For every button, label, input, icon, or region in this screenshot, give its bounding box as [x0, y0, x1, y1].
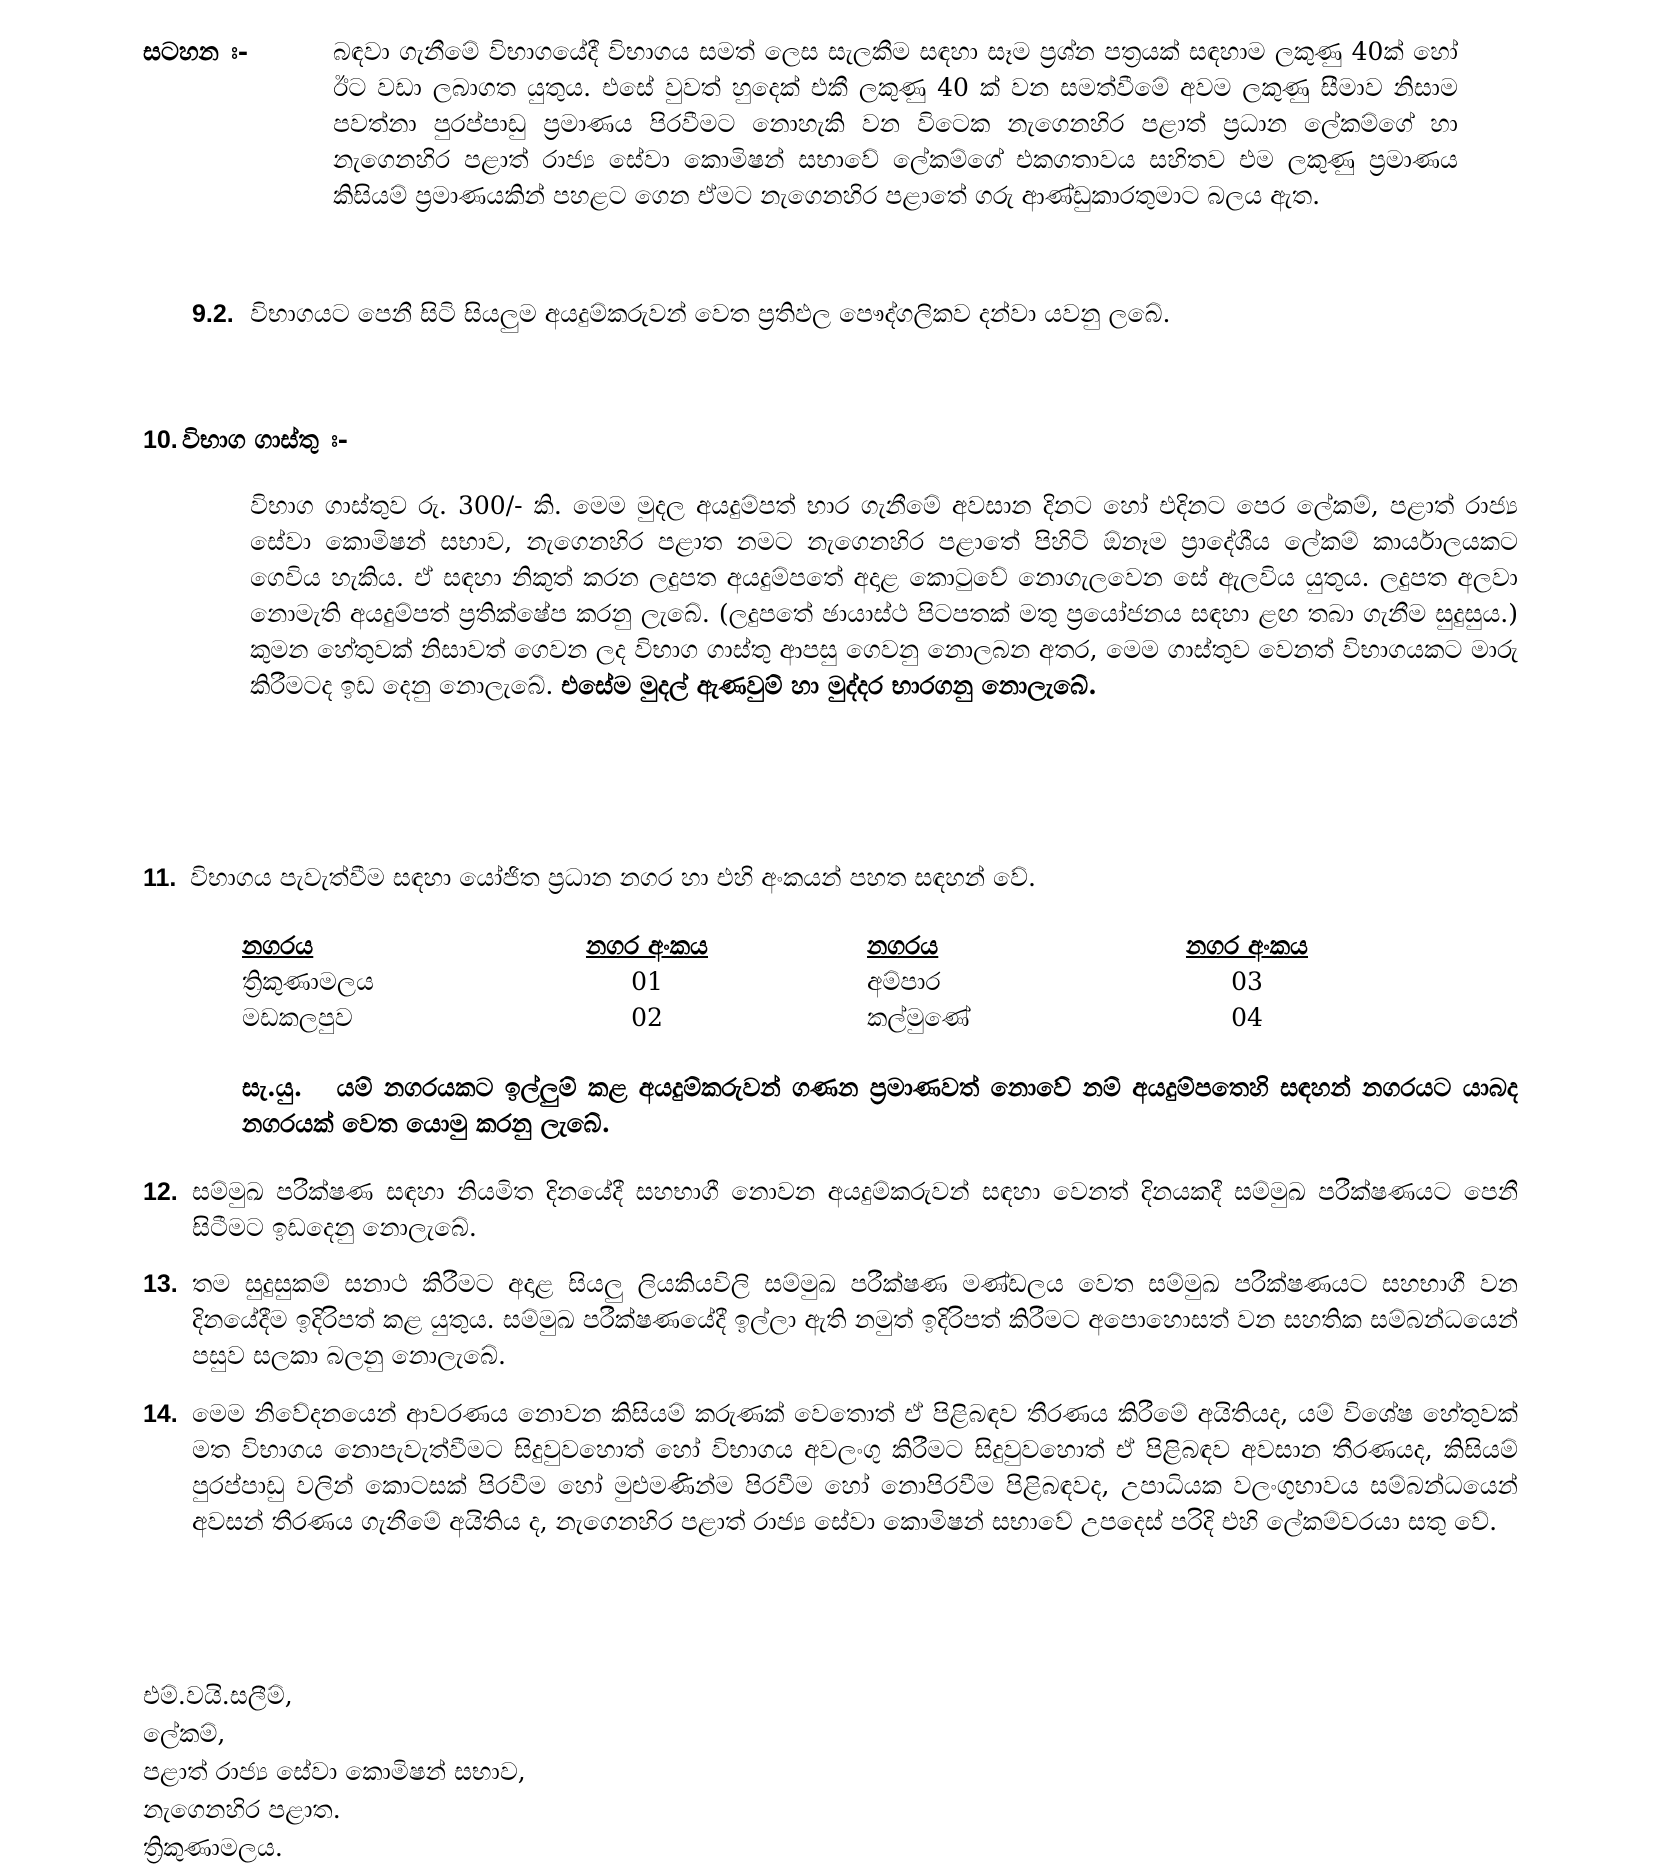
table-cell-city: මඩකලපුව	[242, 1003, 353, 1032]
section-12-text: සම්මුඛ පරීක්ෂණ සඳහා නියමිත දිනයේදී සහභාගී නොවන අයදුම්කරුවන් සඳහා වෙනත් දිනයකදී සම්මුඛ පරීක්ෂණයට පෙනී සිටීමට ඉඩදෙනු නොලැබේ.	[192, 1177, 1518, 1242]
table-cell-city-number: 02	[631, 1003, 663, 1032]
signature-title: ලේකම්,	[143, 1719, 226, 1748]
note-label: සටහන ඃ-	[143, 37, 249, 66]
signature-province: නැගෙනහිර පළාත.	[143, 1795, 341, 1824]
table-header-city: නගරය	[242, 931, 314, 960]
note-text: බඳවා ගැනීමේ විභාගයේදී විභාගය සමත් ලෙස සැලකීම සඳහා සෑම ප්‍රශ්න පත්‍රයක් සඳහාම ලකුණු 40ක් හෝ ඊට වඩා ලබාගත යුතුය. එසේ වුවත් හුදෙක් එකී ලකුණු 40 ක් වන සමත්වීමේ අවම ලකුණු සීමාව නිසාම පවත්නා පුරප්පාඩු ප්‍රමාණය පිරවීමට නොහැකි වන විටෙක නැගෙනහිර පළාත් ප්‍රධාන ලේකම්ගේ හා නැගෙනහිර පළාත් රාජ්‍ය සේවා කොමිෂන් සභාවේ ලේකම්ගේ එකගතාවය සහිතව එම ලකුණු ප්‍රමාණය කිසියම් ප්‍රමාණයකින් පහළට ගෙන ඒමට නැගෙනහිර පළාතේ ගරු ආණ්ඩුකාරතුමාට බලය ඇත.	[333, 37, 1458, 210]
signature-block	[143, 1678, 526, 1868]
section-9-2-text: විභාගයට පෙනී සිටි සියලුම අයදුම්කරුවන් වෙත ප්‍රතිඵල පෞද්ගලිකව දන්වා යවනු ලබේ.	[250, 299, 1171, 328]
section-10-number: 10.	[143, 426, 178, 454]
table-cell-city: ත්‍රිකුණාමලය	[242, 967, 374, 996]
signature-city: ත්‍රිකුණාමලය.	[143, 1833, 283, 1862]
section-13-text: තම සුදුසුකම් සනාථ කිරීමට අදාළ සියලු ලියකියවිලි සම්මුඛ පරීක්ෂණ මණ්ඩලය වෙත සම්මුඛ පරීක්ෂණයට සහභාගී වන දිනයේදීම ඉදිරිපත් කළ යුතුය. සම්මුඛ පරීක්ෂණයේදී ඉල්ලා ඇති නමුත් ඉදිරිපත් කිරීමට අපොහොසත් වන සහතික සම්බන්ධයෙන් පසුව සලකා බලනු නොලැබේ.	[192, 1269, 1518, 1370]
section-10-bold-note: එසේම මුදල් ඇණවුම් හා මුද්දර භාරගනු නොලැබේ.	[561, 671, 1097, 700]
city-table-header	[242, 928, 1327, 964]
section-14-text: මෙම නිවේදනයෙන් ආවරණය නොවන කිසියම් කරුණක් වෙතොත් ඒ පිළිබඳව තීරණය කිරීමේ අයිතියද, යම් විශේෂ හේතුවක් මත විභාගය නොපැවැත්වීමට සිදුවුවහොත් හෝ විභාගය අවලංගු කිරීමට සිදුවුවහොත් ඒ පිළිබඳව අවසාන තීරණයද, කිසියම් පුරප්පාඩු වලින් කොටසක් පිරවීම හෝ මුළුමණින්ම පිරවීම හෝ නොපිරවීම පිළිබඳවද, උපාධියක වලංගුභාවය සම්බන්ධයෙන් අවසන් තීරණය ගැනීමේ අයිතිය ද, නැගෙනහිර පළාත් රාජ්‍ය සේවා කොමිෂන් සභාවේ උපදෙස් පරිදි එහි ලේකම්වරයා සතු වේ.	[192, 1399, 1518, 1536]
signature-org: පළාත් රාජ්‍ය සේවා කොමිෂන් සභාව,	[143, 1757, 526, 1786]
signature-name: එම්.වයි.සලීම්,	[143, 1681, 293, 1710]
section-14-number: 14.	[143, 1400, 178, 1428]
table-cell-city-number: 03	[1231, 967, 1263, 996]
city-table	[242, 928, 1327, 1036]
section-11-number: 11.	[143, 864, 177, 892]
section-10-body: විභාග ගාස්තුව රු. 300/- කි. මෙම මුදල අයදුම්පත් භාර ගැනීමේ අවසාන දිනට හෝ එදිනට පෙර ලේකම්, පළාත් රාජ්‍ය සේවා කොමිෂන් සභාව, නැගෙනහිර පළාත නමට නැගෙනහිර පළාතේ පිහිටි ඕනෑම ප්‍රාදේශීය ලේකම් කාර්යාලයකට ගෙවිය හැකිය. ඒ සඳහා නිකුත් කරන ලදුපත අයදුම්පතේ අදාළ කොටුවේ නොගැලවෙන සේ ඇලවිය යුතුය. ලදුපත අලවා නොමැති අයදුම්පත් ප්‍රතික්ෂේප කරනු ලැබේ. (ලදුපතේ ඡායාස්ථ පිටපතක් මතු ප්‍රයෝජනය සඳහා ළඟ තබා ගැනීම සුදුසුය.) කුමන හේතුවක් නිසාවත් ගෙවන ලද විභාග ගාස්තු ආපසු ගෙවනු නොලබන අතර, මෙම ගාස්තුව වෙනත් විභාගයකට මාරු කිරීමටද ඉඩ දෙනු නොලැබේ.	[250, 491, 1518, 700]
section-13-number: 13.	[143, 1270, 178, 1298]
table-header-city: නගරය	[867, 931, 939, 960]
section-11-text: විභාගය පැවැත්වීම සඳහා යෝජිත ප්‍රධාන නගර හා එහි අංකයන් පහත සඳහන් වේ.	[190, 863, 1036, 892]
table-cell-city: කල්මුණේ	[867, 1003, 970, 1032]
section-10-text	[250, 488, 1518, 704]
section-12-number: 12.	[143, 1178, 178, 1206]
table-header-city-number: නගර අංකය	[1185, 931, 1308, 960]
section-10-heading: විභාග ගාස්තු ඃ-	[182, 425, 349, 454]
table-row	[242, 964, 1327, 1000]
nb-text: යම් නගරයකට ඉල්ලුම් කළ අයදුම්කරුවන් ගණන ප්‍රමාණවත් නොවේ නම් අයදුම්පතෙහි සඳහන් නගරයට යාබද නගරයක් වෙත යොමු කරනු ලැබේ.	[242, 1073, 1518, 1138]
table-row	[242, 1000, 1327, 1036]
table-cell-city: අම්පාර	[867, 967, 941, 996]
table-cell-city-number: 04	[1231, 1003, 1263, 1032]
nb-label: සැ.යු.	[242, 1073, 303, 1102]
section-9-2-number: 9.2.	[192, 300, 234, 328]
table-header-city-number: නගර අංකය	[585, 931, 708, 960]
table-cell-city-number: 01	[631, 967, 663, 996]
section-11-nb	[242, 1070, 1518, 1142]
